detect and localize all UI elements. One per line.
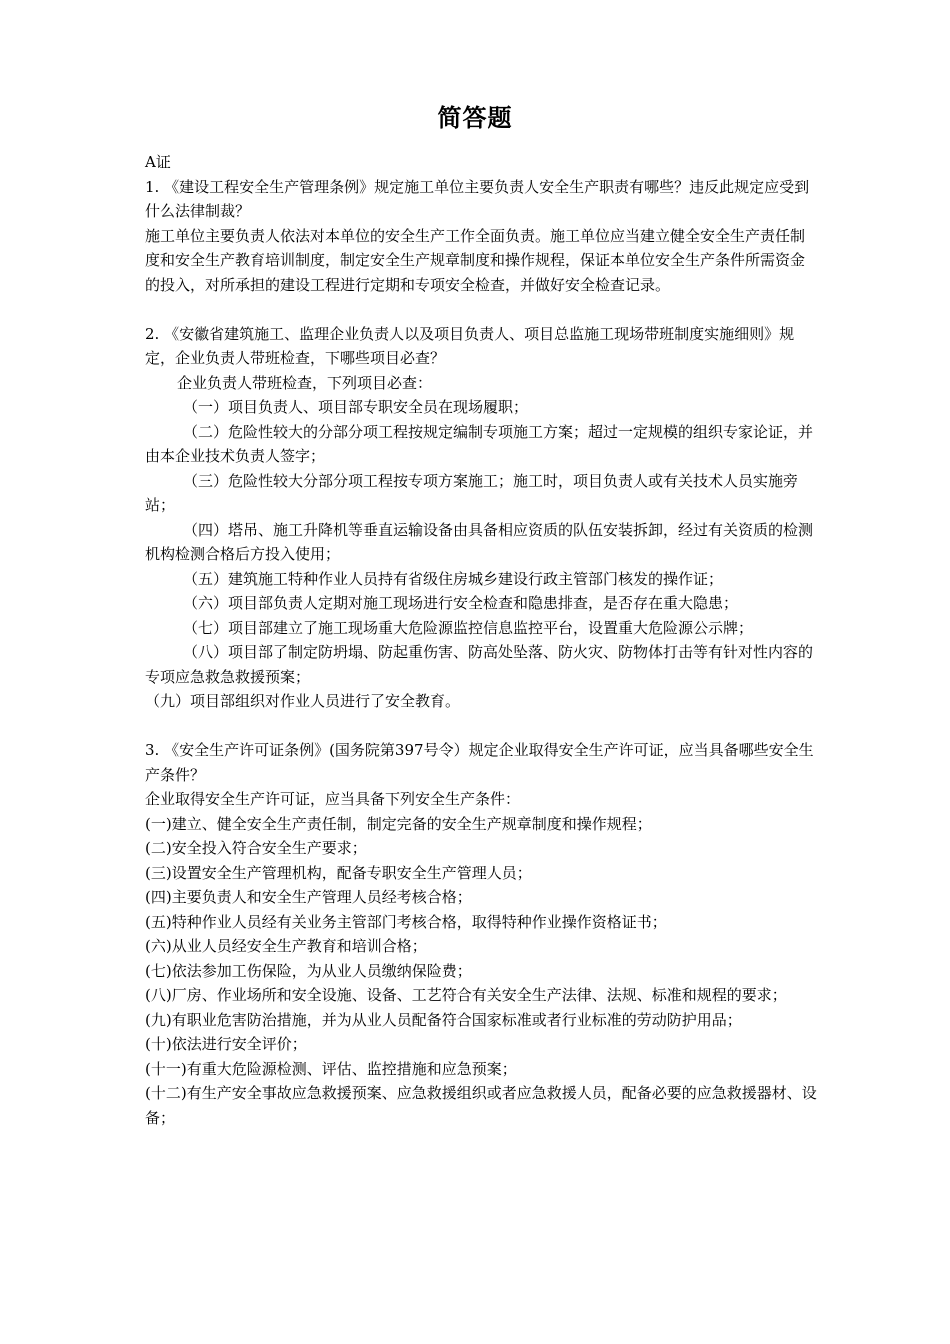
answer-3-item: (八)厂房、作业场所和安全设施、设备、工艺符合有关安全生产法律、法规、标准和规程的要求； <box>145 986 787 1004</box>
answer-3-item: (四)主要负责人和安全生产管理人员经考核合格； <box>145 888 472 906</box>
answer-3-lead: 企业取得安全生产许可证，应当具备下列安全生产条件： <box>145 790 521 808</box>
document-body <box>145 150 817 1130</box>
answer-3-item: (十一)有重大危险源检测、评估、监控措施和应急预案； <box>145 1059 517 1078</box>
answer-2-item: （一）项目负责人、项目部专职安全员在现场履职； <box>183 398 529 416</box>
answer-3-item: (十二)有生产安全事故应急救援预案、应急救援组织或者应急救援人员，配备必要的应急救援器材、设备； <box>145 1084 817 1127</box>
answer-2-item: （九）项目部组织对作业人员进行了安全教育。 <box>145 692 461 710</box>
answer-2-item: （四）塔吊、施工升降机等垂直运输设备由具备相应资质的队伍安装拆卸，经过有关资质的检测机构检测合格后方投入使用； <box>145 520 814 563</box>
answer-3-item: (九)有职业危害防治措施，并为从业人员配备符合国家标准或者行业标准的劳动防护用品； <box>145 1010 742 1029</box>
answer-3-item: (六)从业人员经安全生产教育和培训合格； <box>145 937 427 955</box>
answer-3-item: (五)特种作业人员经有关业务主管部门考核合格，取得特种作业操作资格证书； <box>145 912 667 931</box>
answer-2-item: （二）危险性较大的分部分项工程按规定编制专项施工方案；超过一定规模的组织专家论证，并由本企业技术负责人签字； <box>145 422 814 465</box>
answer-2-item: （七）项目部建立了施工现场重大危险源监控信息监控平台，设置重大危险源公示牌； <box>183 618 754 637</box>
question-3: 3. 《安全生产许可证条例》(国务院第397号令）规定企业取得安全生产许可证，应当具备哪些安全生产条件？ <box>145 741 814 784</box>
answer-2-item: （五）建筑施工特种作业人员持有省级住房城乡建设行政主管部门核发的操作证； <box>183 569 724 588</box>
answer-2-item: （三）危险性较大分部分项工程按专项方案施工；施工时，项目负责人或有关技术人员实施旁站； <box>145 471 799 514</box>
question-1: 1. 《建设工程安全生产管理条例》规定施工单位主要负责人安全生产职责有哪些？违反此规定应受到什么法律制裁？ <box>145 177 810 220</box>
answer-2-item: （八）项目部了制定防坍塌、防起重伤害、防高处坠落、防火灾、防物体打击等有针对性内容的专项应急救急救援预案； <box>145 643 814 686</box>
answer-2-lead: 企业负责人带班检查，下列项目必查： <box>177 373 433 392</box>
answer-3-item: (二)安全投入符合安全生产要求； <box>145 839 367 857</box>
spacer <box>145 297 817 322</box>
answer-3-item: (一)建立、健全安全生产责任制，制定完备的安全生产规章制度和操作规程； <box>145 814 652 833</box>
answer-3-item: (三)设置安全生产管理机构，配备专职安全生产管理人员； <box>145 863 532 882</box>
page-title: 简答题 <box>437 104 513 132</box>
answer-2-item: （六）项目部负责人定期对施工现场进行安全检查和隐患排查，是否存在重大隐患； <box>183 594 739 612</box>
answer-1: 施工单位主要负责人依法对本单位的安全生产工作全面负责。施工单位应当建立健全安全生产责任制度和安全生产教育培训制度，制定安全生产规章制度和操作规程，保证本单位安全生产条件所需资金的投入，对所承担的建设工程进行定期和专项安全检查，并做好安全检查记录。 <box>145 226 806 294</box>
answer-3-item: (十)依法进行安全评价； <box>145 1035 307 1053</box>
question-2: 2. 《安徽省建筑施工、监理企业负责人以及项目负责人、项目总监施工现场带班制度实施细则》规定，企业负责人带班检查，下哪些项目必查？ <box>145 324 795 367</box>
answer-3-item: (七)依法参加工伤保险，为从业人员缴纳保险费； <box>145 961 472 980</box>
spacer <box>145 714 817 739</box>
certificate-label: A证 <box>145 153 171 171</box>
